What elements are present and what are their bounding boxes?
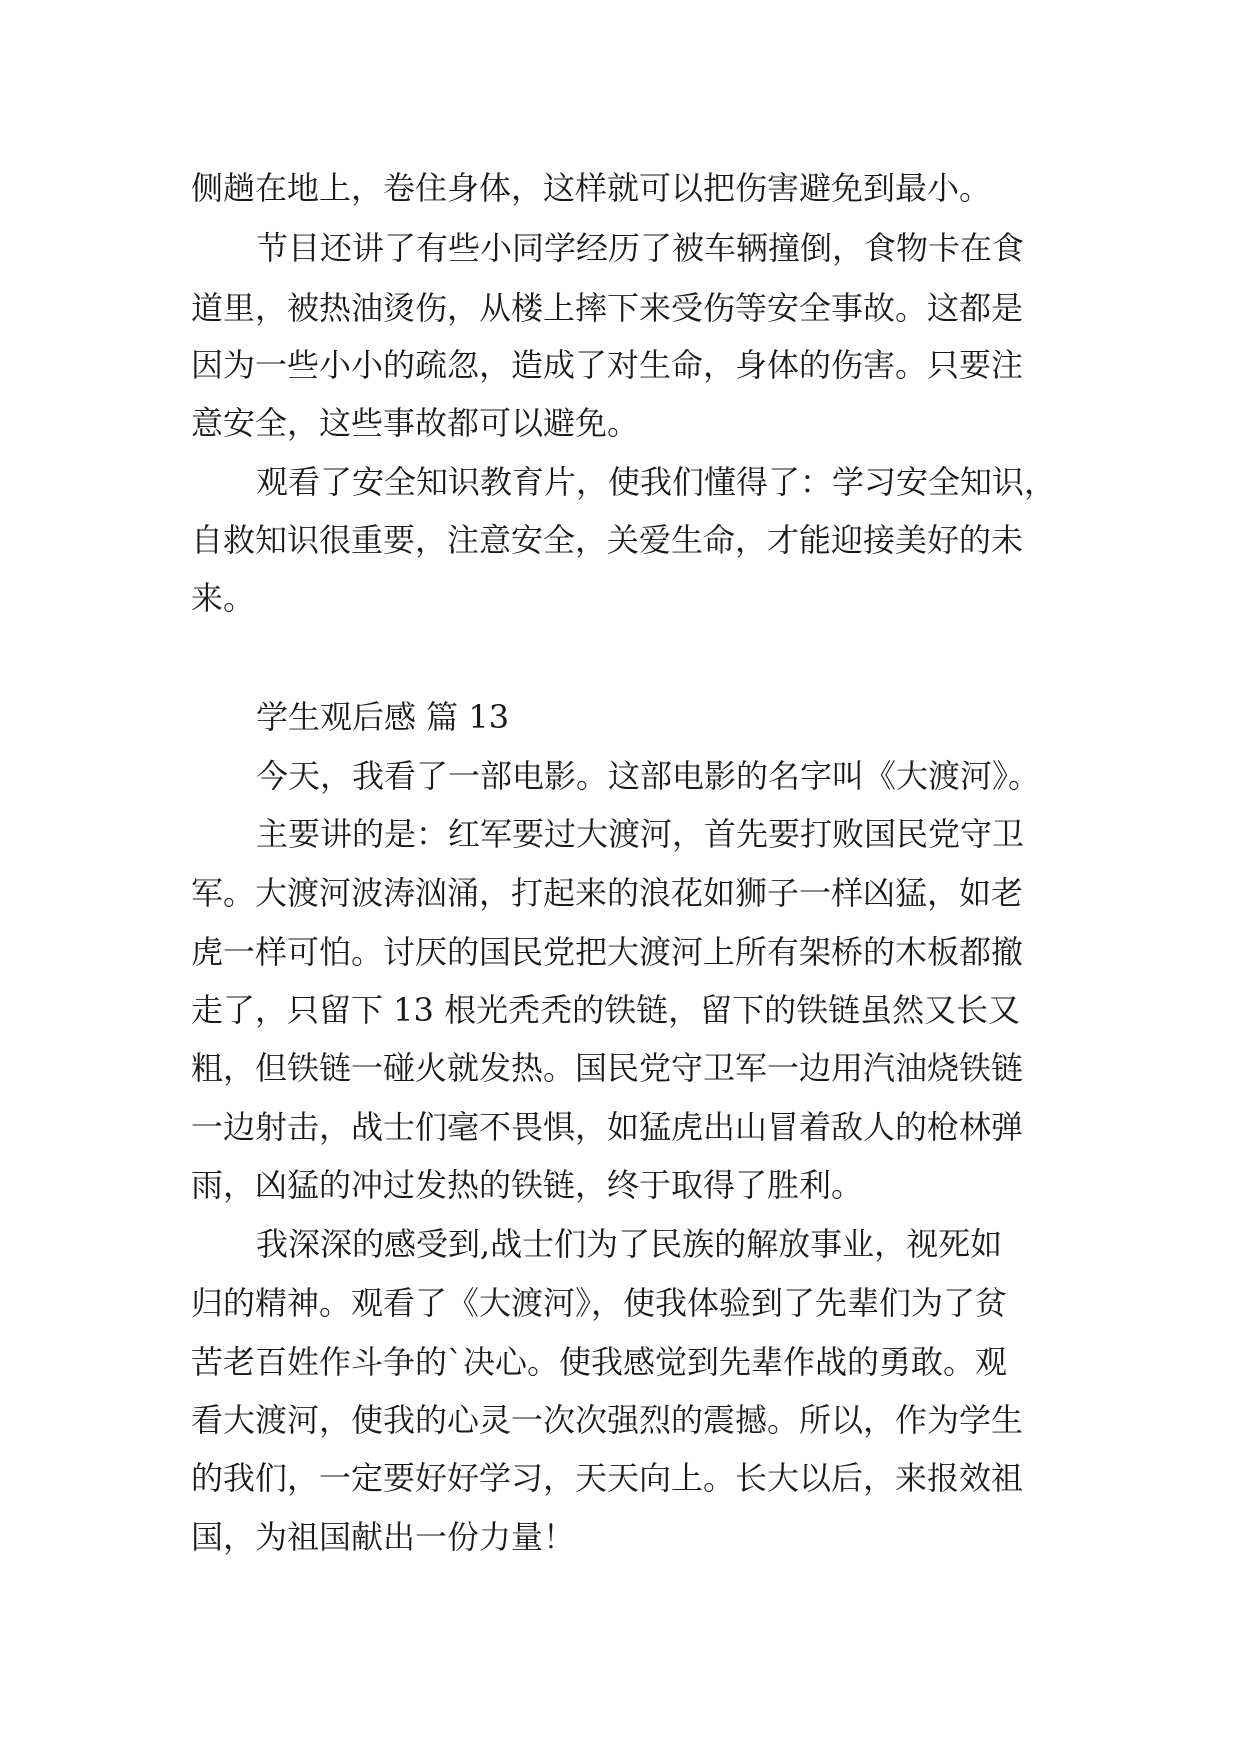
text-line: 归的精神。观看了《大渡河》，使我体验到了先辈们为了贫 (191, 1284, 1008, 1322)
text-line: 苦老百姓作斗争的`决心。使我感觉到先辈作战的勇敢。观 (191, 1343, 1008, 1381)
text-line: 节目还讲了有些小同学经历了被车辆撞倒，食物卡在食 (256, 229, 1025, 267)
text-line: 国，为祖国献出一份力量！ (191, 1518, 576, 1556)
text-line: 意安全，这些事故都可以避免。 (191, 404, 640, 442)
text-line: 虎一样可怕。讨厌的国民党把大渡河上所有架桥的木板都撤 (191, 933, 1024, 971)
text-line: 军。大渡河波涛汹涌，打起来的浪花如狮子一样凶猛，如老 (191, 874, 1024, 912)
text-line: 主要讲的是：红军要过大渡河，首先要打败国民党守卫 (256, 815, 1025, 853)
text-line: 粗，但铁链一碰火就发热。国民党守卫军一边用汽油烧铁链 (191, 1049, 1024, 1087)
text-line: 侧趟在地上，卷住身体，这样就可以把伤害避免到最小。 (191, 169, 992, 207)
text-line: 看大渡河，使我的心灵一次次强烈的震撼。所以，作为学生 (191, 1401, 1024, 1439)
text-line: 我深深的感受到,战士们为了民族的解放事业，视死如 (256, 1225, 1003, 1263)
text-line: 自救知识很重要，注意安全，关爱生命，才能迎接美好的未 (191, 521, 1024, 559)
text-line: 观看了安全知识教育片，使我们懂得了：学习安全知识， (256, 463, 1057, 501)
section-heading: 学生观后感 篇 13 (256, 698, 510, 736)
text-line: 雨，凶猛的冲过发热的铁链，终于取得了胜利。 (191, 1166, 864, 1204)
text-line: 的我们，一定要好好学习，天天向上。长大以后，来报效祖 (191, 1459, 1024, 1497)
text-line: 走了，只留下 13 根光秃秃的铁链，留下的铁链虽然又长又 (191, 991, 1021, 1029)
text-line: 因为一些小小的疏忽，造成了对生命，身体的伤害。只要注 (191, 346, 1024, 384)
text-line: 一边射击，战士们毫不畏惧，如猛虎出山冒着敌人的枪林弹 (191, 1108, 1024, 1146)
text-line: 来。 (191, 579, 256, 617)
text-line: 今天，我看了一部电影。这部电影的名字叫《大渡河》。 (256, 757, 1041, 795)
text-line: 道里，被热油烫伤，从楼上摔下来受伤等安全事故。这都是 (191, 289, 1024, 327)
